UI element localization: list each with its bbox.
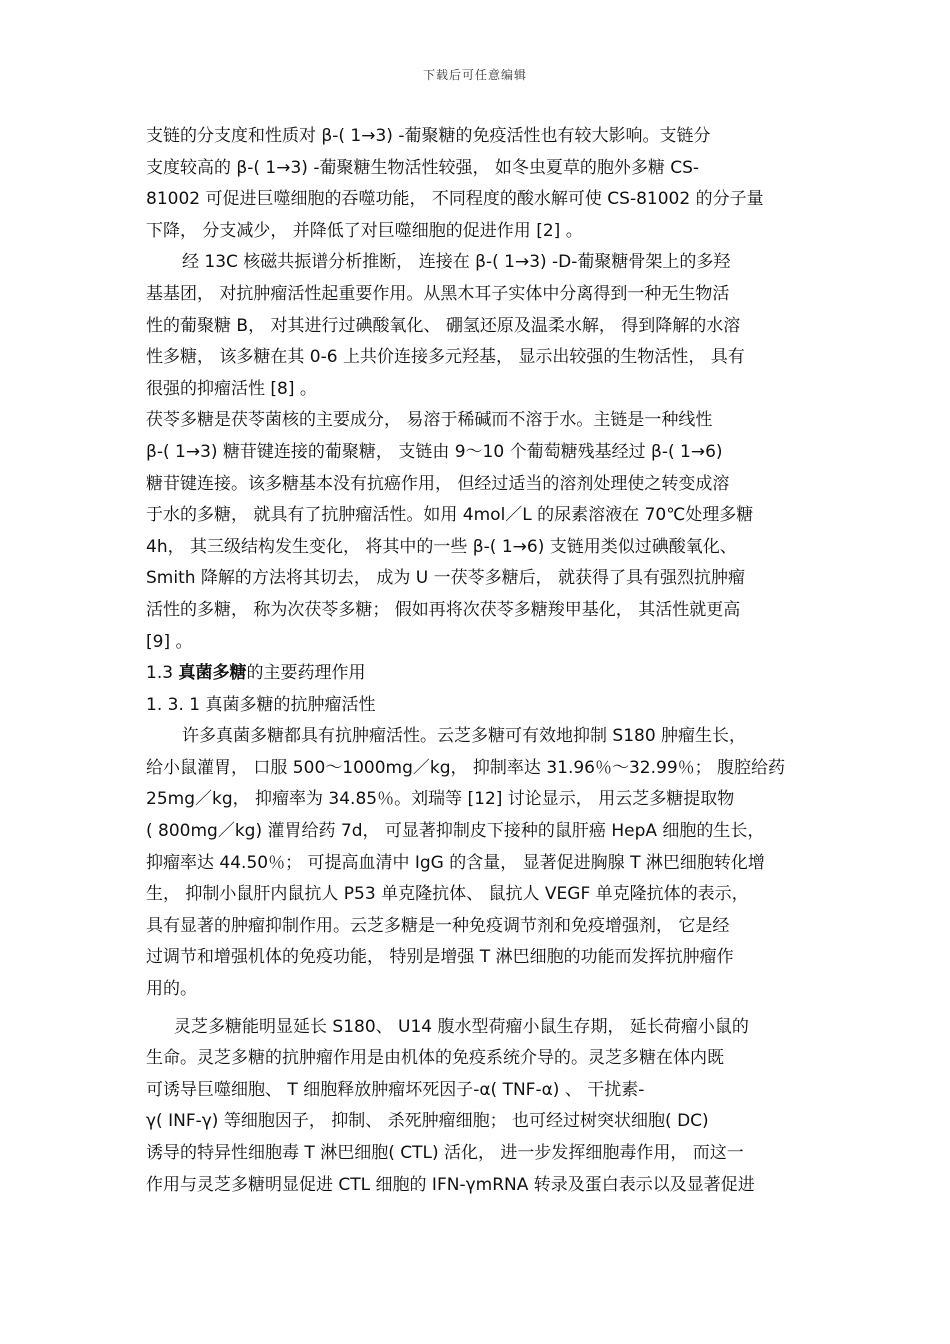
text-line: ( 800mg／kg) 灌胃给药 7d， 可显著抑制皮下接种的鼠肝癌 HepA 细胞的生长， xyxy=(146,821,765,842)
paragraph-ganoderma xyxy=(146,1012,816,1202)
text-line: 生， 抑制小鼠肝内鼠抗人 P53 单克隆抗体、 鼠抗人 VEGF 单克隆抗体的表示， xyxy=(146,884,749,905)
text-line: 25mg／kg， 抑瘤率为 34.85％。刘瑞等 [12] 讨论显示， 用云芝多糖提取物 xyxy=(146,789,735,810)
heading-rest: 的主要药理作用 xyxy=(246,663,366,684)
text-line: 具有显著的肿瘤抑制作用。云芝多糖是一种免疫调节剂和免疫增强剂， 它是经 xyxy=(146,915,730,936)
text-line: Smith 降解的方法将其切去， 成为 U 一茯苓多糖后， 就获得了具有强烈抗肿瘤 xyxy=(146,568,745,589)
text-line: 糖苷键连接。该多糖基本没有抗癌作用， 但经过适当的溶剂处理使之转变成溶 xyxy=(146,473,730,494)
text-line: 性多糖， 该多糖在其 0-6 上共价连接多元羟基， 显示出较强的生物活性， 具有 xyxy=(146,347,745,368)
text-line: 基基团， 对抗肿瘤活性起重要作用。从黑木耳子实体中分离得到一种无生物活 xyxy=(146,283,730,304)
text-line: 性的葡聚糖 B， 对其进行过碘酸氧化、 硼氢还原及温柔水解， 得到降解的水溶 xyxy=(146,315,741,336)
paragraph-antitumor xyxy=(146,721,816,1005)
text-line: 灵芝多糖能明显延长 S180、 U14 腹水型荷瘤小鼠生存期， 延长荷瘤小鼠的 xyxy=(174,1016,749,1037)
paragraph-poria xyxy=(146,405,816,658)
text-line: 茯苓多糖是茯苓菌核的主要成分， 易溶于稀碱而不溶于水。主链是一种线性 xyxy=(146,410,713,431)
text-line: [9] 。 xyxy=(146,631,193,652)
section-heading xyxy=(146,658,816,690)
text-line: 支链的分支度和性质对 β-( 1→3) -葡聚糖的免疫活性也有较大影响。支链分 xyxy=(146,126,711,146)
text-line: 下降， 分支减少， 并降低了对巨噬细胞的促进作用 [2] 。 xyxy=(146,220,583,241)
text-line: 诱导的特异性细胞毒 T 淋巴细胞( CTL) 活化， 进一步发挥细胞毒作用， 而这一 xyxy=(146,1143,744,1163)
text-line: 可诱导巨噬细胞、 T 细胞释放肿瘤坏死因子-α( TNF-α) 、 干扰素- xyxy=(146,1079,645,1100)
paragraph-13c-nmr xyxy=(146,247,816,405)
heading-bold-term: 真菌多糖 xyxy=(178,663,247,684)
text-line: γ( INF-γ) 等细胞因子， 抑制、 杀死肿瘤细胞； 也可经过树突状细胞( DC) xyxy=(146,1111,709,1132)
text-line: 经 13C 核磁共振谱分析推断， 连接在 β-( 1→3) -D-葡聚糖骨架上的多羟 xyxy=(182,252,731,273)
text-line: β-( 1→3) 糖苷键连接的葡聚糖， 支链由 9～10 个葡萄糖残基经过 β-( 1→6) xyxy=(146,441,723,462)
text-line: 许多真菌多糖都具有抗肿瘤活性。云芝多糖可有效地抑制 S180 肿瘤生长， xyxy=(182,726,747,747)
text-line: 81002 可促进巨噬细胞的吞噬功能， 不同程度的酸水解可使 CS-81002 的分子量 xyxy=(146,189,764,210)
text-line: 于水的多糖， 就具有了抗肿瘤活性。如用 4mol／L 的尿素溶液在 70℃处理多糖 xyxy=(146,505,754,526)
text-line: 抑瘤率达 44.50％； 可提高血清中 IgG 的含量， 显著促进胸腺 T 淋巴细胞转化增 xyxy=(146,852,765,873)
text-line: 4h， 其三级结构发生变化， 将其中的一些 β-( 1→6) 支链用类似过碘酸氧化、 xyxy=(146,536,737,557)
heading-number: 1.3 xyxy=(146,663,179,684)
document-body xyxy=(146,121,816,1201)
subsection-heading: 1. 3. 1 真菌多糖的抗肿瘤活性 xyxy=(146,694,376,715)
text-line: 很强的抑瘤活性 [8] 。 xyxy=(146,378,317,399)
text-line: 活性的多糖， 称为次茯苓多糖； 假如再将次茯苓多糖羧甲基化， 其活性就更高 xyxy=(146,599,741,620)
text-line: 支度较高的 β-( 1→3) -葡聚糖生物活性较强， 如冬虫夏草的胞外多糖 CS- xyxy=(146,157,700,178)
text-line: 生命。灵芝多糖的抗肿瘤作用是由机体的免疫系统介导的。灵芝多糖在体内既 xyxy=(146,1048,724,1069)
text-line: 给小鼠灌胃， 口服 500～1000mg／kg， 抑制率达 31.96％～32.99％； 腹腔给药 xyxy=(146,757,786,778)
text-line: 作用与灵芝多糖明显促进 CTL 细胞的 IFN-γmRNA 转录及蛋白表示以及显著促进 xyxy=(146,1174,755,1195)
page-header: 下载后可任意编辑 xyxy=(422,68,527,82)
paragraph-branching xyxy=(146,121,816,247)
text-line: 过调节和增强机体的免疫功能， 特别是增强 T 淋巴细胞的功能而发挥抗肿瘤作 xyxy=(146,947,734,968)
text-line: 用的。 xyxy=(146,979,197,1000)
